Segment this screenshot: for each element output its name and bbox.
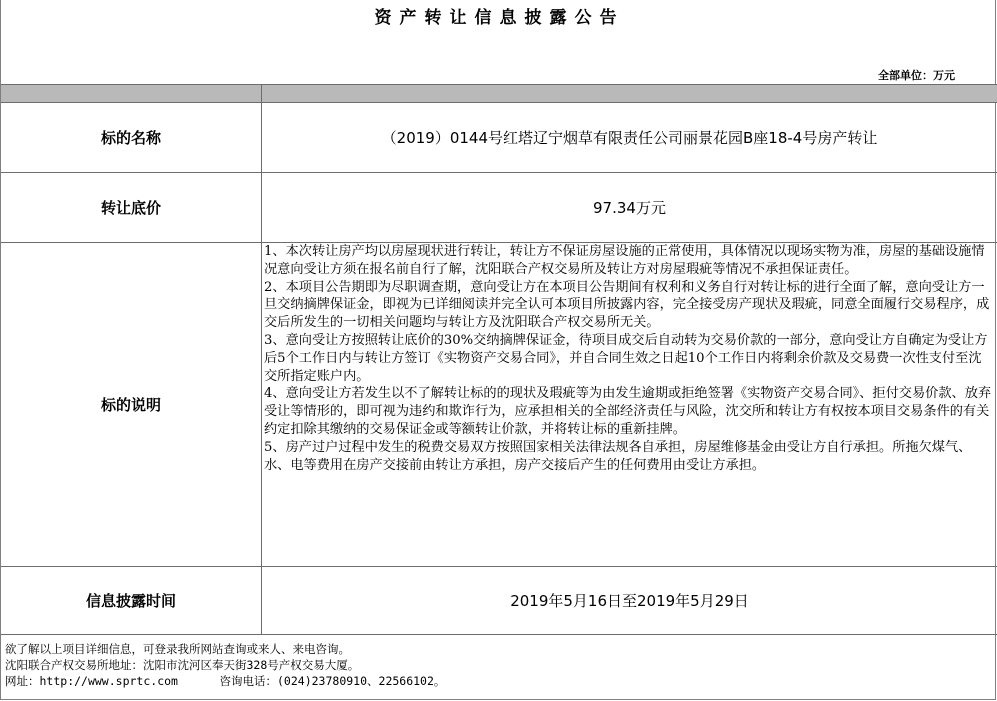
subject-name-value: （2019）0144号红塔辽宁烟草有限责任公司丽景花园B座18-4号房产转让 <box>381 129 878 147</box>
disclosure-period-label: 信息披露时间 <box>85 592 176 610</box>
description-label: 标的说明 <box>100 396 161 414</box>
subject-name-label: 标的名称 <box>100 129 161 147</box>
footer-line-website-phone: 网址：http://www.sprtc.com 咨询电话：(024)23780910、22566102。 <box>5 674 446 688</box>
description-paragraph: 4、意向受让方若发生以不了解转让标的的现状及瑕疵等为由发生逾期或拒绝签署《实物资产交易合同》、拒付交易价款、放弃受让等情形的，即可视为违约和欺诈行为，应承担相关的全部经济责任与风险，沈交所和转让方有权按本项目交易条件的有关约定扣除其缴纳的交易保证金或等额转让价款，并将转让标的重新挂牌。 <box>264 386 992 437</box>
footer-line-address: 沈阳联合产权交易所地址：沈阳市沈河区奉天街328号产权交易大厦。 <box>5 658 360 672</box>
description-paragraph: 2、本项目公告期即为尽职调查期，意向受让方在本项目公告期间有权利和义务自行对转让标的进行全面了解，意向受让方一旦交纳摘牌保证金，即视为已详细阅读并完全认可本项目所披露内容，完全接受房产现状及瑕疵，同意全面履行交易程序，成交后所发生的一切相关问题均与转让方及沈阳联合产权交易所无关。 <box>264 279 990 331</box>
reserve-price-value: 97.34万元 <box>593 199 666 217</box>
footer-contact <box>5 641 445 689</box>
description-paragraph: 1、本次转让房产均以房屋现状进行转让，转让方不保证房屋设施的正常使用，具体情况以现场实物为准，房屋的基础设施情况意向受让方须在报名前自行了解，沈阳联合产权交易所及转让方对房屋瑕疵等情况不承担保证责任。 <box>264 244 985 277</box>
reserve-price-label: 转让底价 <box>100 199 161 217</box>
footer-line-inquiry: 欲了解以上项目详细信息，可登录我所网站查询或来人、来电咨询。 <box>5 642 350 656</box>
table-header-band <box>1 85 997 102</box>
disclosure-period-value: 2019年5月16日至2019年5月29日 <box>510 592 749 610</box>
description-text <box>264 243 992 565</box>
unit-note: 全部单位：万元 <box>878 69 955 82</box>
description-paragraph: 5、房产过户过程中发生的税费交易双方按照国家相关法律法规各自承担，房屋维修基金由受让方自行承担。所拖欠煤气、水、电等费用在房产交接前由转让方承担，房产交接后产生的任何费用由受让方承担。 <box>264 439 972 473</box>
description-paragraph: 3、意向受让方按照转让底价的30%交纳摘牌保证金，待项目成交后自动转为交易价款的一部分，意向受让方自确定为受让方后5个工作日内与转让方签订《实物资产交易合同》，并自合同生效之日起10个工作日内将剩余价款及交易费一次性支付至沈交所指定账户内。 <box>264 332 988 384</box>
table-bottom-border <box>1 634 997 635</box>
page-title: 资产转让信息披露公告 <box>374 8 625 28</box>
